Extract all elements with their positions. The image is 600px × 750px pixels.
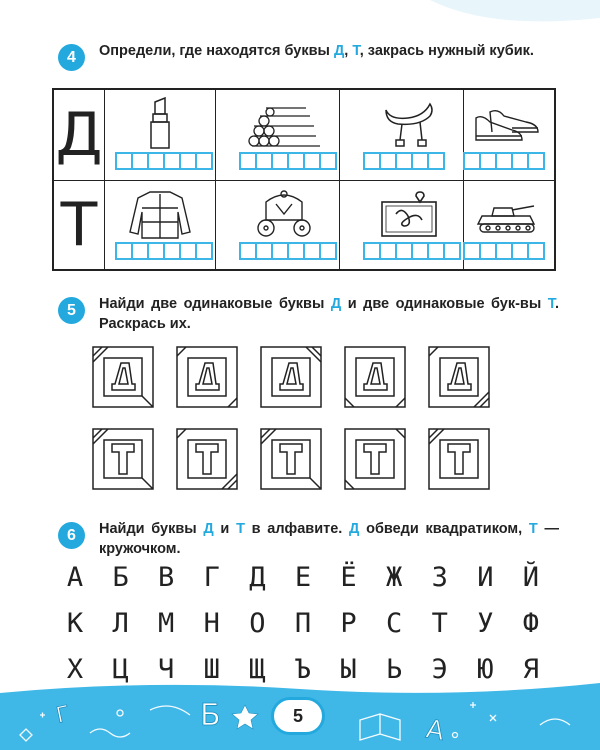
letter-block[interactable] [176,346,238,408]
coloring-boxes[interactable] [363,242,459,260]
alphabet-letter[interactable]: Р [340,608,357,639]
alphabet-letter[interactable]: Ё [340,562,357,593]
alphabet-letter[interactable]: Э [431,654,448,685]
task-number-badge: 5 [58,297,85,324]
alphabet-letter[interactable]: Й [522,562,540,593]
picture-cell [352,90,464,180]
alphabet-letter[interactable]: У [477,608,494,639]
alphabet-letter[interactable]: З [431,562,448,593]
coloring-boxes[interactable] [463,152,543,170]
letter-blocks-d [92,346,490,408]
alphabet-letter[interactable]: Н [203,608,220,639]
task-4-instruction: Определи, где находятся буквы Д, Т, закрась нужный кубик. [99,43,534,59]
tank-icon [468,186,548,240]
alphabet-letter[interactable]: В [158,562,175,593]
alphabet-letter[interactable]: К [66,608,84,639]
alphabet-letter[interactable]: И [477,562,494,593]
logs-icon [244,96,324,150]
alphabet-letter[interactable]: Ц [112,654,129,685]
letter-block[interactable] [92,428,154,490]
alphabet-letter[interactable]: Ь [386,654,403,685]
alphabet-letter[interactable]: Ф [522,608,540,639]
alphabet-letter[interactable]: Я [522,654,540,685]
decor-letter: Б [200,698,221,733]
row-letter: Т [54,180,105,270]
alphabet-letter[interactable]: Ъ [294,654,312,685]
alphabet-letter[interactable]: Ю [477,654,494,685]
row-letter: Д [54,90,105,180]
alphabet-letter[interactable]: С [386,608,403,639]
alphabet-letter[interactable]: Е [294,562,312,593]
picture-cell [352,180,464,270]
alphabet-letter[interactable]: Щ [249,654,266,685]
picture-cell [228,180,340,270]
letter-block[interactable] [428,346,490,408]
table-row [54,90,554,181]
alphabet-letter[interactable]: Л [112,608,129,639]
page-number: 5 [271,697,325,735]
letter-block[interactable] [260,346,322,408]
alphabet-letter[interactable]: Д [249,562,266,593]
jacket-icon [120,186,200,240]
coloring-boxes[interactable] [115,242,211,260]
task-number-badge: 4 [58,44,85,71]
alphabet-letter[interactable]: Г [203,562,220,593]
coloring-boxes[interactable] [115,152,211,170]
letter-block[interactable] [176,428,238,490]
task-number-badge: 6 [58,522,85,549]
picture-cell [104,180,216,270]
coloring-boxes[interactable] [463,242,543,260]
alphabet-letter[interactable]: А [66,562,84,593]
alphabet-letter[interactable]: О [249,608,266,639]
coloring-boxes[interactable] [239,152,335,170]
letter-block[interactable] [92,346,154,408]
alphabet-letter[interactable]: П [294,608,312,639]
alphabet-letter[interactable]: Х [66,654,84,685]
decor-letter: А [423,714,447,747]
task-5-instruction: Найди две одинаковые буквы Д и две одинаковые бук-вы Т. Раскрась их. [99,296,559,332]
picture-cell [104,90,216,180]
alphabet-letter[interactable]: Ы [340,654,357,685]
alphabet-letter[interactable]: Б [112,562,129,593]
lipstick-icon [120,96,200,150]
saddle-icon [368,96,448,150]
letter-blocks-t [92,428,490,490]
carriage-icon [244,186,324,240]
picture-frame-icon [368,186,448,240]
letter-block[interactable] [260,428,322,490]
letter-block[interactable] [344,346,406,408]
letter-block[interactable] [428,428,490,490]
coloring-boxes[interactable] [239,242,335,260]
alphabet-letter[interactable]: Ж [386,562,403,593]
picture-cell [228,90,340,180]
picture-cell [452,90,564,180]
alphabet-letter[interactable]: Ч [158,654,175,685]
decor-letter: Г [54,701,73,729]
alphabet-row [58,562,548,608]
sneakers-icon [468,96,548,150]
task-6-instruction: Найди буквы Д и Т в алфавите. Д обведи квадратиком, Т — кружочком. [99,521,559,557]
corner-decoration [430,0,600,30]
alphabet-row [58,608,548,654]
alphabet-letter[interactable]: Т [431,608,448,639]
picture-cell [452,180,564,270]
table-row [54,180,554,270]
alphabet-letter[interactable]: Ш [203,654,220,685]
alphabet-letter[interactable]: М [158,608,175,639]
letter-picture-table [52,88,556,271]
letter-block[interactable] [344,428,406,490]
coloring-boxes[interactable] [363,152,443,170]
